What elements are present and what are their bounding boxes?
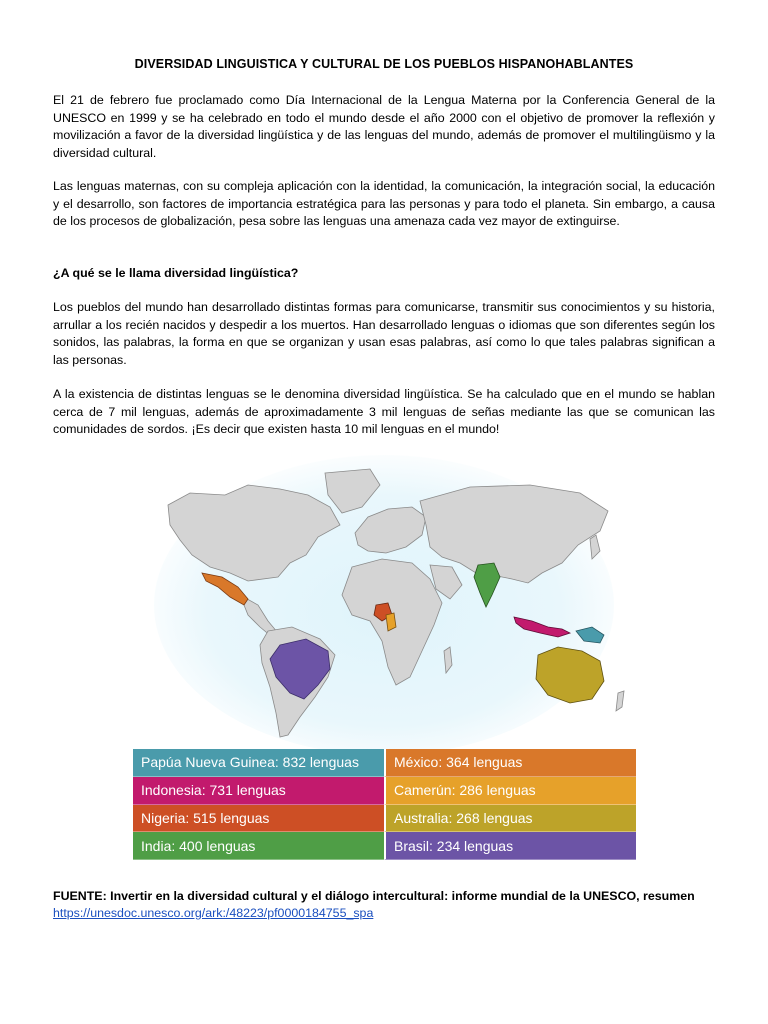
legend-item: Brasil: 234 lenguas xyxy=(384,832,636,860)
paragraph-diversidad-linguistica: A la existencia de distintas lenguas se le denomina diversidad lingüística. Se ha calculado que en el mundo se hablan cerca de 7 mil lenguas, además de aproximadamente 3 mil lenguas de señas mediante las que se comunican las comunidades de sordos. ¡Es decir que existen hasta 10 mil lenguas en el mundo! xyxy=(53,387,715,436)
legend-item: India: 400 lenguas xyxy=(133,832,384,860)
document-title: DIVERSIDAD LINGUISTICA Y CULTURAL DE LOS PUEBLOS HISPANOHABLANTES xyxy=(134,57,634,71)
legend-item: Camerún: 286 lenguas xyxy=(384,777,636,805)
legend-item: Nigeria: 515 lenguas xyxy=(133,805,384,833)
paragraph-lengua-materna: El 21 de febrero fue proclamado como Día Internacional de la Lengua Materna por la Conferencia General de la UNESCO en 1999 y se ha celebrado en todo el mundo desde el año 2000 con el objetivo de promover la reflexión y movilización a favor de la diversidad lingüística y de las lenguas del mundo, además de promover el multilingüismo y la diversidad cultural. xyxy=(53,93,715,160)
language-count-legend xyxy=(133,749,636,860)
legend-item: Australia: 268 lenguas xyxy=(384,805,636,833)
legend-item: Indonesia: 731 lenguas xyxy=(133,777,384,805)
legend-item: Papúa Nueva Guinea: 832 lenguas xyxy=(133,749,384,777)
world-language-map xyxy=(130,455,638,750)
paragraph-lenguas-maternas: Las lenguas maternas, con su compleja aplicación con la identidad, la comunicación, la integración social, la educación y el desarrollo, son factores de importancia estratégica para las personas y para todo el planeta. Sin embargo, a causa de los procesos de globalización, pesa sobre las lenguas una amenaza cada vez mayor de extinguirse. xyxy=(53,179,715,228)
paragraph-pueblos-del-mundo: Los pueblos del mundo han desarrollado distintas formas para comunicarse, transmitir sus conocimientos y su historia, arrullar a los recién nacidos y despedir a los muertos. Han desarrollado lenguas o idiomas que son diferentes según los sonidos, las palabras, la forma en que se organizan y usan esas palabras, así como lo que tales palabras significan a las personas. xyxy=(53,300,715,367)
source-citation: FUENTE: Invertir en la diversidad cultural y el diálogo intercultural: informe mundial de la UNESCO, resumen xyxy=(53,889,695,903)
source-link[interactable]: https://unesdoc.unesco.org/ark:/48223/pf0000184755_spa xyxy=(53,906,374,920)
new-zealand-shape xyxy=(616,691,624,711)
world-map-svg xyxy=(130,455,638,750)
legend-item: México: 364 lenguas xyxy=(384,749,636,777)
question-heading: ¿A qué se le llama diversidad lingüística? xyxy=(53,266,299,280)
